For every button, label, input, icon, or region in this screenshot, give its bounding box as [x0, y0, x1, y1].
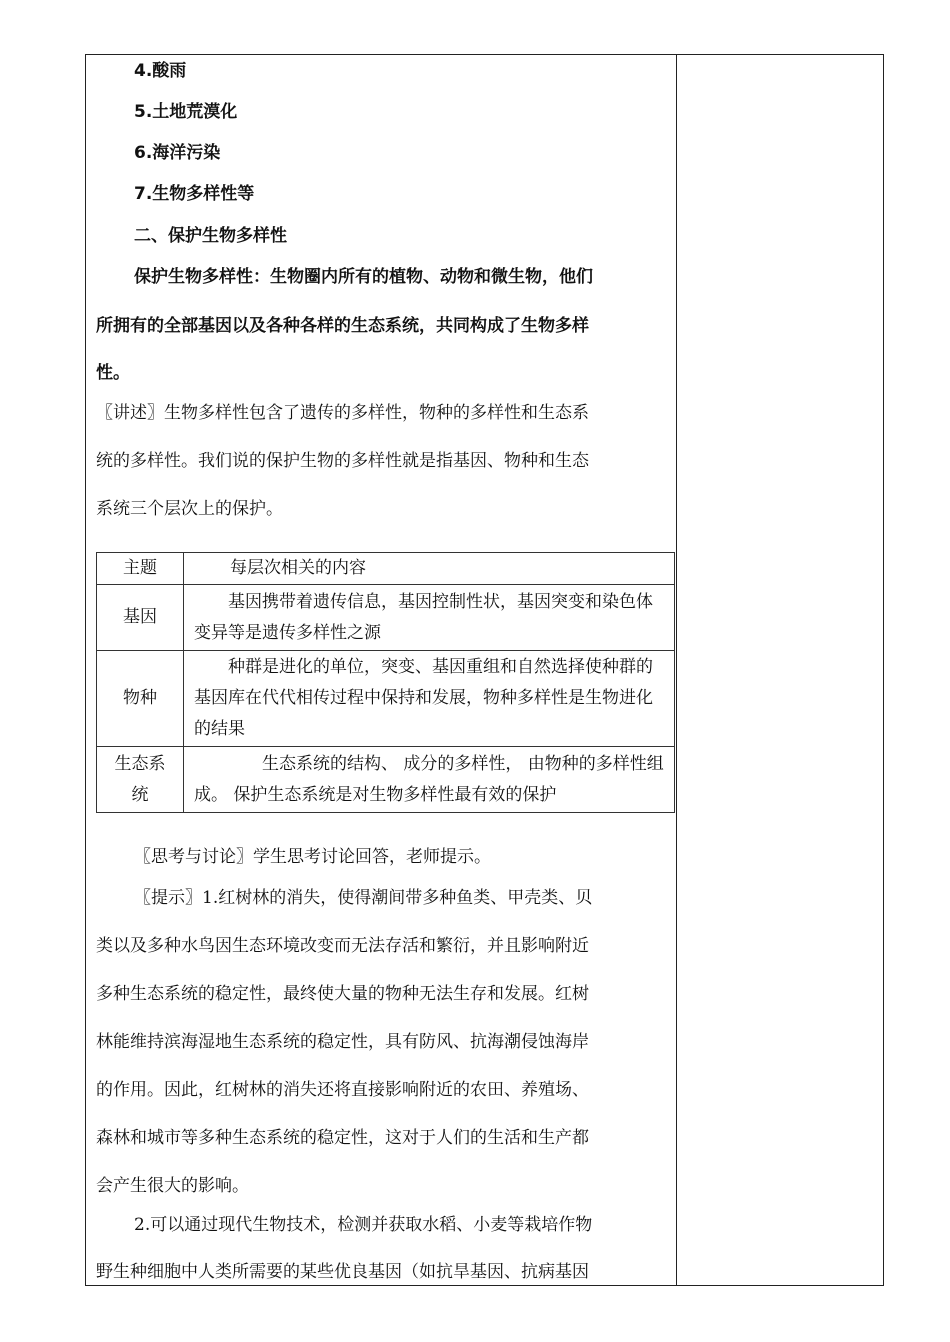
- discussion-line: 〖思考与讨论〗学生思考讨论回答，老师提示。: [134, 847, 491, 867]
- row-content-ecosystem: 生态系统的结构、 成分的多样性， 由物种的多样性组成。 保护生态系统是对生物多样性最有效的保护: [184, 747, 675, 813]
- table-row: [97, 651, 675, 747]
- header-topic: 主题: [97, 553, 184, 585]
- definition-line-1: 保护生物多样性：生物圈内所有的植物、动物和微生物，他们: [134, 267, 593, 287]
- lecture-line-3: 系统三个层次上的保护。: [96, 499, 283, 519]
- hint-line-7: 会产生很大的影响。: [96, 1176, 249, 1196]
- table-row: [97, 585, 675, 651]
- hint-line-5: 的作用。因此，红树林的消失还将直接影响附近的农田、养殖场、: [96, 1080, 589, 1100]
- header-content: 每层次相关的内容: [184, 553, 675, 585]
- biodiversity-levels-table: [96, 552, 675, 813]
- hint-line-9: 野生种细胞中人类所需要的某些优良基因（如抗旱基因、抗病基因: [96, 1262, 589, 1282]
- hint-line-6: 森林和城市等多种生态系统的稳定性，这对于人们的生活和生产都: [96, 1128, 589, 1148]
- table-row: [97, 747, 675, 813]
- column-divider: [676, 55, 677, 1285]
- row-topic-ecosystem: 生态系统: [97, 747, 184, 813]
- list-item-desertification: 5.土地荒漠化: [134, 102, 238, 122]
- content-cell: [86, 55, 676, 1285]
- row-content-species: 种群是进化的单位，突变、基因重组和自然选择使种群的基因库在代代相传过程中保持和发展，物种多样性是生物进化的结果: [184, 651, 675, 747]
- row-topic-species: 物种: [97, 651, 184, 747]
- definition-line-3: 性。: [96, 363, 130, 383]
- lecture-line-2: 统的多样性。我们说的保护生物的多样性就是指基因、物种和生态: [96, 451, 589, 471]
- hint-line-8: 2.可以通过现代生物技术，检测并获取水稻、小麦等栽培作物: [134, 1215, 593, 1235]
- lecture-line-1: 〖讲述〗生物多样性包含了遗传的多样性，物种的多样性和生态系: [96, 403, 589, 423]
- list-item-ocean-pollution: 6.海洋污染: [134, 143, 221, 163]
- hint-line-2: 类以及多种水鸟因生态环境改变而无法存活和繁衍，并且影响附近: [96, 936, 589, 956]
- lesson-table: [85, 54, 884, 1286]
- hint-line-3: 多种生态系统的稳定性，最终使大量的物种无法生存和发展。红树: [96, 984, 589, 1004]
- row-content-gene: 基因携带着遗传信息，基因控制性状，基因突变和染色体变异等是遗传多样性之源: [184, 585, 675, 651]
- hint-line-1: 〖提示〗1.红树林的消失，使得潮间带多种鱼类、甲壳类、贝: [134, 888, 593, 908]
- section-title: 二、保护生物多样性: [134, 226, 287, 246]
- row-topic-gene: 基因: [97, 585, 184, 651]
- definition-line-2: 所拥有的全部基因以及各种各样的生态系统，共同构成了生物多样: [96, 316, 589, 336]
- table-header-row: [97, 553, 675, 585]
- list-item-acid-rain: 4.酸雨: [134, 61, 187, 81]
- hint-line-4: 林能维持滨海湿地生态系统的稳定性，具有防风、抗海潮侵蚀海岸: [96, 1032, 589, 1052]
- list-item-biodiversity: 7.生物多样性等: [134, 184, 255, 204]
